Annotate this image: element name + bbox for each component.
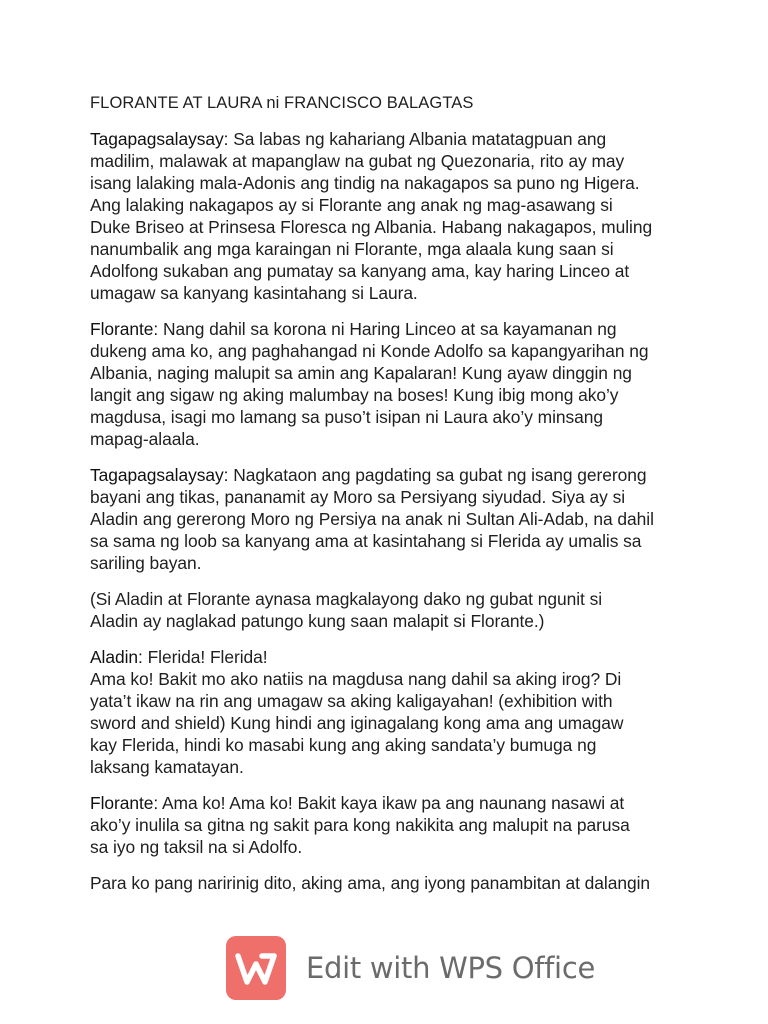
text-line: sa iyo ng taksil na si Adolfo.: [90, 837, 303, 857]
text-line: Flerida! Flerida!: [142, 647, 268, 667]
document-title: FLORANTE AT LAURA ni FRANCISCO BALAGTAS: [90, 94, 474, 112]
speaker-label: Tagapagsalaysay:: [90, 465, 229, 485]
text-line: Sa labas ng kahariang Albania matatagpuan ang: [228, 129, 607, 149]
text-line: ako’y inulila sa gitna ng sakit para kong nakikita ang malupit na parusa: [90, 815, 630, 835]
paragraph-narrator-2: [90, 464, 690, 574]
text-line: Ang lalaking nakagapos ay si Florante ang anak ng mag-asawang si: [90, 195, 613, 215]
paragraph-florante-1: [90, 318, 690, 450]
paragraph-florante-2: [90, 792, 690, 858]
text-line: Ama ko! Ama ko! Bakit kaya ikaw pa ang naunang nasawi at: [158, 793, 625, 813]
text-line: (Si Aladin at Florante aynasa magkalayong dako ng gubat ngunit si: [90, 589, 603, 609]
text-line: sariling bayan.: [90, 553, 202, 573]
text-line: Duke Briseo at Prinsesa Floresca ng Albania. Habang nakagapos, muling: [90, 217, 653, 237]
speaker-label: Florante:: [90, 319, 159, 339]
speaker-label: Aladin:: [90, 647, 143, 667]
speaker-label: Tagapagsalaysay:: [90, 129, 229, 149]
text-line: umagaw sa kanyang kasintahang si Laura.: [90, 283, 418, 303]
text-line: dukeng ama ko, ang paghahangad ni Konde Adolfo sa kapangyarihan ng: [90, 341, 649, 361]
edit-with-wps-banner[interactable]: [226, 936, 595, 1000]
paragraph-narrator-1: [90, 128, 690, 304]
text-line: madilim, malawak at mapanglaw na gubat ng Quezonaria, rito ay may: [90, 151, 625, 171]
text-line: kay Flerida, hindi ko masabi kung ang aking sandata’y bumuga ng: [90, 735, 597, 755]
text-line: sword and shield) Kung hindi ang iginagalang kong ama ang umagaw: [90, 713, 624, 733]
text-line: Para ko pang naririnig dito, aking ama, ang iyong panambitan at dalangin: [90, 873, 651, 893]
text-line: bayani ang tikas, pananamit ay Moro sa Persiyang siyudad. Siya ay si: [90, 487, 626, 507]
text-line: Nang dahil sa korona ni Haring Linceo at sa kayamanan ng: [158, 319, 617, 339]
text-line: Ama ko! Bakit mo ako natiis na magdusa nang dahil sa aking irog? Di: [90, 669, 622, 689]
text-line: Albania, naging malupit sa amin ang Kapalaran! Kung ayaw dinggin ng: [90, 363, 632, 383]
speaker-label: Florante:: [90, 793, 159, 813]
text-line: Aladin ang gererong Moro ng Persiya na anak ni Sultan Ali-Adab, na dahil: [90, 509, 654, 529]
text-line: Adolfong sukaban ang pumatay sa kanyang ama, kay haring Linceo at: [90, 261, 630, 281]
text-line: laksang kamatayan.: [90, 757, 244, 777]
text-line: yata’t ikaw na rin ang umagaw sa aking kaligayahan! (exhibition with: [90, 691, 613, 711]
paragraph-continuation: [90, 872, 690, 894]
text-line: Nagkataon ang pagdating sa gubat ng isang gererong: [228, 465, 647, 485]
edit-with-wps-label[interactable]: Edit with WPS Office: [306, 951, 595, 985]
document-body: [90, 92, 690, 908]
stage-direction: [90, 588, 690, 632]
text-line: isang lalaking mala-Adonis ang tindig na nakagapos sa puno ng Higera.: [90, 173, 640, 193]
text-line: mapag-alaala.: [90, 429, 200, 449]
text-line: magdusa, isagi mo lamang sa puso’t isipan ni Laura ako’y minsang: [90, 407, 604, 427]
paragraph-aladin-1: [90, 646, 690, 778]
text-line: Aladin ay naglakad patungo kung saan malapit si Florante.): [90, 611, 545, 631]
text-line: sa sama ng loob sa kanyang ama at kasintahang si Flerida ay umalis sa: [90, 531, 642, 551]
text-line: langit ang sigaw ng aking malumbay na boses! Kung ibig mong ako’y: [90, 385, 619, 405]
text-line: nanumbalik ang mga karaingan ni Florante, mga alaala kung saan si: [90, 239, 614, 259]
wps-office-logo-icon[interactable]: [226, 936, 286, 1000]
